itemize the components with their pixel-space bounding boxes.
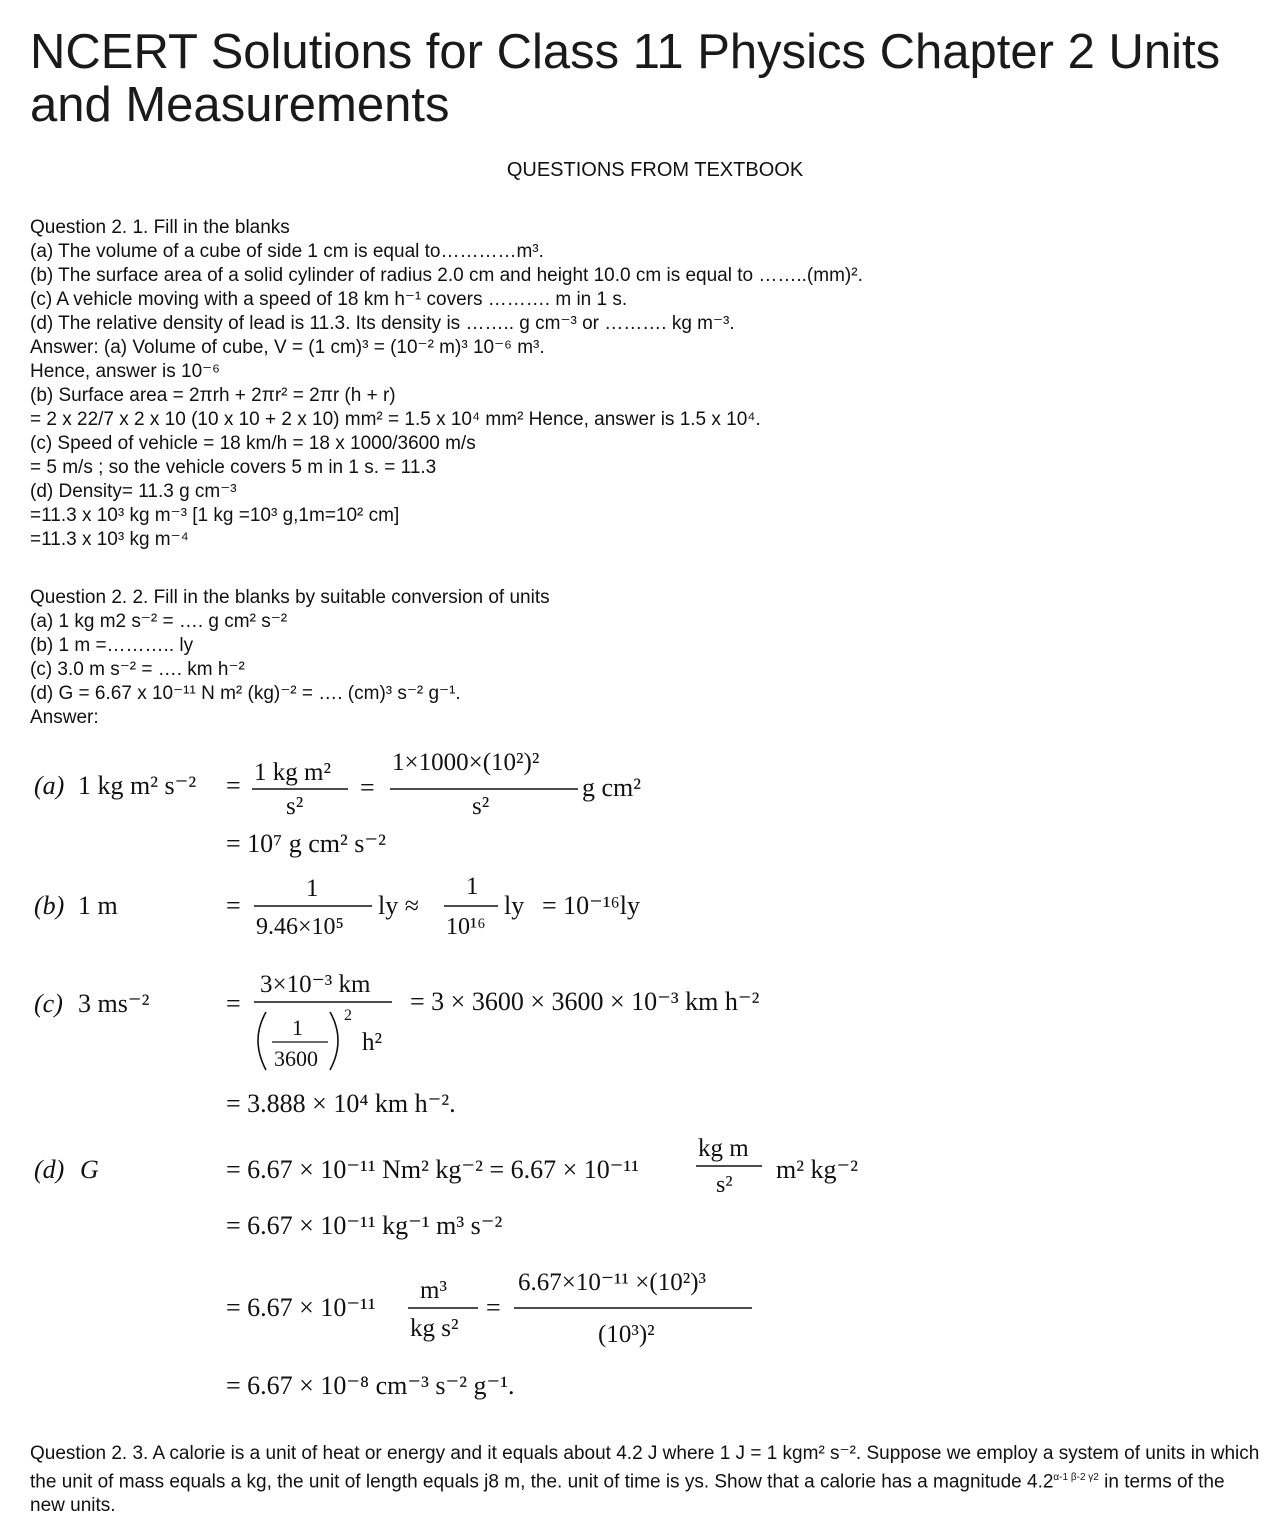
math-d-line2: = 6.67 × 10⁻¹¹ kg⁻¹ m³ s⁻² (226, 1211, 503, 1240)
math-a-frac1-num: 1 kg m² (254, 759, 331, 786)
math-c-label: (c) (34, 989, 63, 1018)
math-b-lhs: 1 m (78, 891, 118, 920)
question-3-paragraph (30, 1442, 1260, 1518)
math-a-frac1-den: s² (286, 793, 304, 820)
q1-line: (b) Surface area = 2πrh + 2πr² = 2πr (h + r) (30, 385, 396, 406)
q1-line: (a) The volume of a cube of side 1 cm is equal to…………m³. (30, 241, 544, 262)
q1-line: Hence, answer is 10⁻⁶ (30, 361, 220, 382)
math-d-line1: = 6.67 × 10⁻¹¹ Nm² kg⁻² = 6.67 × 10⁻¹¹ (226, 1155, 640, 1184)
svg-text:=: = (486, 1293, 501, 1322)
math-b-ly2: ly (504, 891, 525, 920)
math-a-label: (a) (34, 771, 65, 800)
q1-line: = 2 x 22/7 x 2 x 10 (10 x 10 + 2 x 10) mm² = 1.5 x 10⁴ mm² Hence, answer is 1.5 x 10⁴. (30, 409, 761, 430)
q1-line: Question 2. 1. Fill in the blanks (30, 217, 290, 238)
math-b-label: (b) (34, 891, 65, 920)
math-d-m3-num: m³ (420, 1277, 447, 1304)
q1-line: (b) The surface area of a solid cylinder of radius 2.0 cm and height 10.0 cm is equal to ……..(mm)². (30, 265, 863, 286)
q2-line: (b) 1 m =……….. ly (30, 635, 194, 656)
math-d-label: (d) (34, 1155, 65, 1184)
math-b-frac2-num: 1 (466, 873, 479, 900)
math-d-m3-den: kg s² (410, 1315, 459, 1342)
q1-line: (c) A vehicle moving with a speed of 18 km h⁻¹ covers ………. m in 1 s. (30, 289, 628, 310)
math-c-result: = 3.888 × 10⁴ km h⁻². (226, 1089, 456, 1118)
math-b-frac2-den: 10¹⁶ (446, 914, 486, 940)
math-d-kgm-den: s² (716, 1172, 733, 1198)
math-d-big-den: (10³)² (598, 1321, 655, 1348)
math-b-frac1-num: 1 (306, 875, 319, 902)
q1-line: =11.3 x 10³ kg m⁻³ [1 kg =10³ g,1m=10² cm] (30, 505, 400, 526)
q1-line: = 5 m/s ; so the vehicle covers 5 m in 1 s. = 11.3 (30, 457, 437, 478)
svg-text:=: = (226, 989, 241, 1018)
q2-line: (a) 1 kg m2 s⁻² = …. g cm² s⁻² (30, 611, 288, 632)
math-b-frac1-den: 9.46×10⁵ (256, 914, 344, 940)
math-c-inner-den: 3600 (274, 1046, 318, 1071)
svg-text:=: = (226, 771, 241, 800)
q1-line: =11.3 x 10³ kg m⁻⁴ (30, 529, 189, 550)
question-1-block (30, 216, 1260, 552)
math-d-big-num: 6.67×10⁻¹¹ ×(10²)³ (518, 1269, 707, 1296)
math-c-rhs: = 3 × 3600 × 3600 × 10⁻³ km h⁻² (410, 987, 760, 1016)
math-c-lhs: 3 ms⁻² (78, 989, 150, 1018)
math-a-frac2-num: 1×1000×(10²)² (392, 749, 540, 776)
math-b-result: = 10⁻¹⁶ly (542, 891, 640, 920)
q2-line: Answer: (30, 707, 99, 728)
math-a-unit: g cm² (582, 773, 642, 802)
q1-line: (d) The relative density of lead is 11.3. Its density is …….. g cm⁻³ or ………. kg m⁻³. (30, 313, 735, 334)
math-a-lhs: 1 kg m² s⁻² (78, 771, 197, 800)
page-title: NCERT Solutions for Class 11 Physics Chapter 2 Units and Measurements (30, 25, 1221, 132)
q1-line: (d) Density= 11.3 g cm⁻³ (30, 481, 237, 502)
svg-text:2: 2 (344, 1007, 352, 1024)
q1-line: Answer: (a) Volume of cube, V = (1 cm)³ = (10⁻² m)³ 10⁻⁶ m³. (30, 337, 545, 358)
q2-line: Question 2. 2. Fill in the blanks by suitable conversion of units (30, 587, 550, 608)
math-b-ly1: ly ≈ (378, 891, 419, 920)
q2-line: (d) G = 6.67 x 10⁻¹¹ N m² (kg)⁻² = …. (cm)³ s⁻² g⁻¹. (30, 683, 461, 704)
math-d-m2kg: m² kg⁻² (776, 1155, 859, 1184)
math-c-inner-num: 1 (292, 1015, 303, 1040)
q1-line: (c) Speed of vehicle = 18 km/h = 18 x 1000/3600 m/s (30, 433, 476, 454)
q3-text-end: in terms of the new units. (30, 1471, 1225, 1517)
svg-text:=: = (226, 891, 241, 920)
math-d-line4: = 6.67 × 10⁻⁸ cm⁻³ s⁻² g⁻¹. (226, 1371, 515, 1400)
q3-text: Question 2. 3. A calorie is a unit of heat or energy and it equals about 4.2 J where 1 J = 1 kgm² s⁻². Suppose we employ a system of units in which the unit of mass equals a kg, the unit of length equals j8 m, the. unit of time is ys. Show that a calorie has a magnitude 4.2 (30, 1443, 1260, 1493)
math-c-num: 3×10⁻³ km (260, 971, 371, 998)
q3-exponent: α-1 β-2 γ2 (1053, 1472, 1099, 1483)
svg-text:=: = (360, 773, 375, 802)
math-c-h2: h² (362, 1029, 382, 1056)
q2-line: (c) 3.0 m s⁻² = …. km h⁻² (30, 659, 245, 680)
math-d-lhs: G (80, 1155, 99, 1184)
math-a-frac2-den: s² (472, 793, 490, 820)
q2-solution-math (30, 728, 930, 1428)
math-d-kgm-num: kg m (698, 1135, 749, 1162)
section-subtitle: QUESTIONS FROM TEXTBOOK (506, 159, 804, 181)
math-d-line3: = 6.67 × 10⁻¹¹ (226, 1293, 376, 1322)
question-2-block (30, 586, 1260, 730)
math-a-result: = 10⁷ g cm² s⁻² (226, 829, 386, 858)
